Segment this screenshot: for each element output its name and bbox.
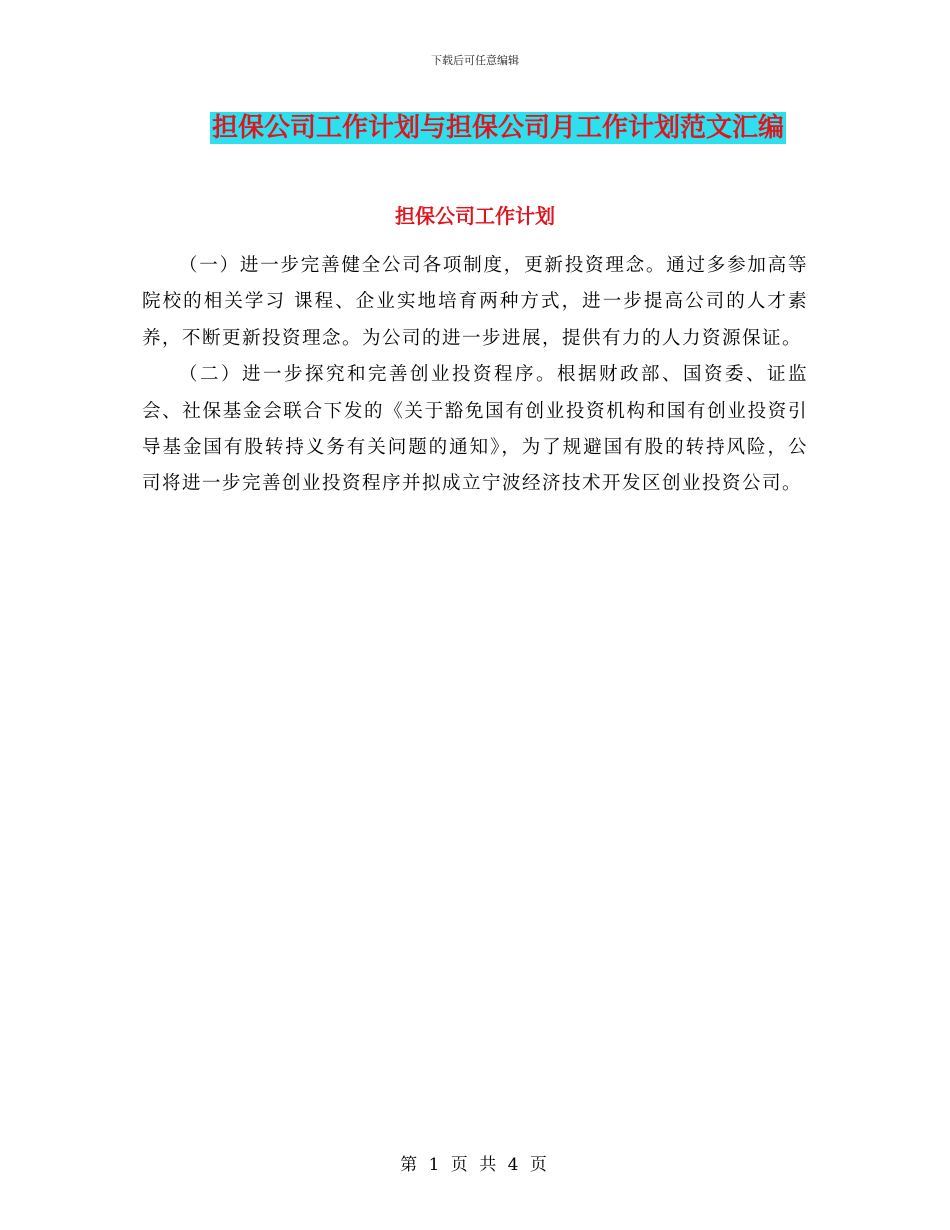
paragraph-1: （一）进一步完善健全公司各项制度，更新投资理念。通过多参加高等院校的相关学习 课程、企业实地培育两种方式，进一步提高公司的人才素养，不断更新投资理念。为公司的进一步进展，提供有力的人力资源保证。: [142, 255, 808, 349]
page-header-note: 下载后可任意编辑: [431, 54, 519, 67]
page-footer: 第 1 页 共 4 页: [400, 1155, 550, 1175]
paragraph-2: （二）进一步探究和完善创业投资程序。根据财政部、国资委、证监会、社保基金会联合下发的《关于豁免国有创业投资机构和国有创业投资引导基金国有股转持义务有关问题的通知》，为了规避国有股的转持风险，公司将进一步完善创业投资程序并拟成立宁波经济技术开发区创业投资公司。: [142, 364, 808, 495]
section-title: 担保公司工作计划: [395, 204, 555, 228]
document-body: [142, 248, 808, 503]
document-title: 担保公司工作计划与担保公司月工作计划范文汇编: [211, 113, 784, 143]
document-title-container: [0, 112, 950, 144]
